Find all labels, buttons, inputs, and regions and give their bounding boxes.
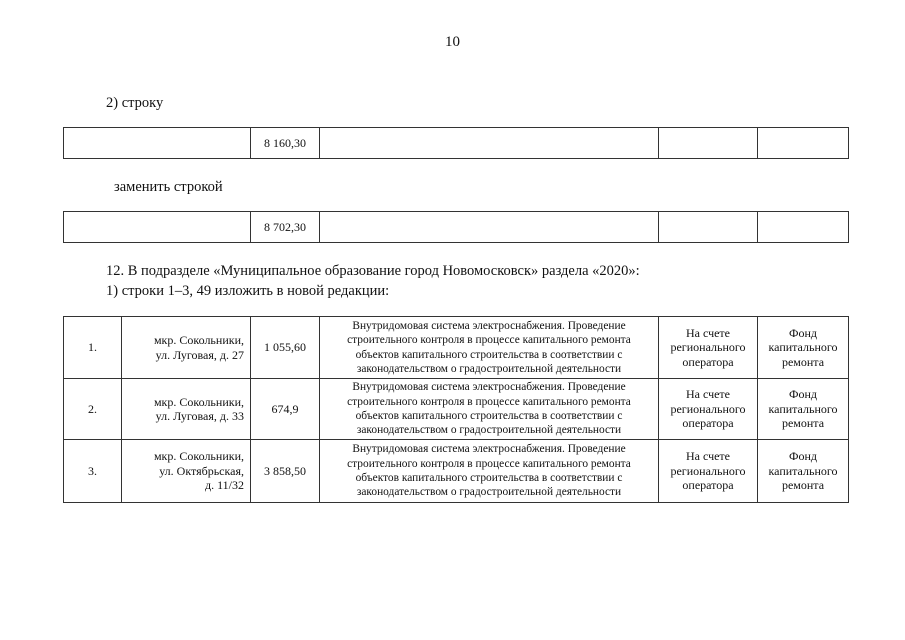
new-row-account-cell: [659, 212, 758, 243]
row-fund: [758, 379, 849, 440]
old-row-work-cell: [320, 128, 659, 159]
new-row-amount: 8 702,30: [251, 212, 320, 243]
row-account-line: оператора: [682, 416, 734, 431]
row-amount: 1 055,60: [251, 317, 320, 379]
row-address-line: ул. Октябрьская,: [159, 463, 244, 478]
table-row: [64, 440, 849, 503]
addresses-table: [63, 316, 849, 503]
table-row: [64, 317, 849, 379]
row-work-description: [320, 317, 659, 379]
row-work-description-line: строительного контроля в процессе капитального ремонта: [347, 334, 631, 347]
paragraph-rows-new-edition: 1) строки 1–3, 49 изложить в новой редакции:: [106, 283, 390, 299]
old-row-address-cell: [64, 128, 251, 159]
row-account-line: оператора: [682, 478, 734, 493]
row-work-description-line: объектов капитального строительства в соответствии с: [355, 472, 623, 484]
row-number: 1.: [64, 317, 122, 379]
new-row-fund-cell: [758, 212, 849, 243]
row-fund-line: капитального: [768, 340, 838, 355]
old-row-amount: 8 160,30: [251, 128, 320, 159]
row-account-line: На счете: [685, 325, 730, 340]
new-row-work-cell: [320, 212, 659, 243]
row-address-line: мкр. Сокольники,: [153, 394, 244, 409]
paragraph-replace: заменить строкой: [114, 179, 223, 195]
row-account-line: оператора: [682, 354, 734, 369]
old-row-fund-cell: [758, 128, 849, 159]
row-fund: [758, 440, 849, 503]
paragraph-section-12: 12. В подразделе «Муниципальное образование город Новомосковск» раздела «2020»:: [106, 263, 640, 279]
row-account: [659, 379, 758, 440]
row-account: [659, 440, 758, 503]
row-fund-line: Фонд: [788, 449, 817, 464]
row-work-description-line: объектов капитального строительства в соответствии с: [355, 410, 623, 422]
row-work-description: [320, 440, 659, 503]
row-work-description-line: законодательством о градостроительной деятельности: [356, 362, 622, 375]
row-account: [659, 317, 758, 379]
new-row-address-cell: [64, 212, 251, 243]
row-fund-line: капитального: [768, 401, 838, 416]
row-work-description-line: объектов капитального строительства в соответствии с: [355, 348, 623, 361]
row-fund-line: ремонта: [781, 416, 825, 431]
row-fund-line: ремонта: [781, 478, 825, 493]
row-number: 3.: [64, 440, 122, 503]
row-amount: 3 858,50: [251, 440, 320, 503]
row-address-line: ул. Луговая, д. 33: [155, 409, 244, 423]
row-address: [122, 379, 251, 440]
row-account-line: регионального: [670, 463, 746, 478]
row-address-line: д. 11/32: [205, 478, 244, 493]
row-number: 2.: [64, 379, 122, 440]
row-work-description-line: законодательством о градостроительной деятельности: [356, 486, 622, 499]
row-work-description-line: строительного контроля в процессе капитального ремонта: [347, 395, 631, 408]
row-account-line: регионального: [670, 401, 746, 416]
row-work-description-line: Внутридомовая система электроснабжения. Проведение: [352, 443, 626, 456]
old-row-account-cell: [659, 128, 758, 159]
row-address: [122, 440, 251, 503]
row-work-description-line: Внутридомовая система электроснабжения. Проведение: [352, 381, 626, 394]
row-address-line: мкр. Сокольники,: [153, 333, 244, 347]
row-address: [122, 317, 251, 379]
row-fund-line: Фонд: [788, 325, 817, 340]
row-work-description-line: законодательством о градостроительной деятельности: [356, 424, 622, 437]
row-fund-line: капитального: [768, 463, 838, 478]
new-row-table: [63, 211, 849, 243]
row-work-description-line: строительного контроля в процессе капитального ремонта: [347, 457, 631, 470]
row-amount: 674,9: [251, 379, 320, 440]
table-row: [64, 379, 849, 440]
paragraph-row-intro: 2) строку: [106, 95, 164, 111]
row-fund: [758, 317, 849, 379]
row-account-line: На счете: [685, 387, 730, 402]
old-row-table: [63, 127, 849, 159]
row-address-line: ул. Луговая, д. 27: [155, 347, 244, 362]
row-account-line: регионального: [670, 340, 746, 355]
page-number: 10: [445, 34, 460, 50]
row-work-description: [320, 379, 659, 440]
row-account-line: На счете: [685, 449, 730, 464]
row-work-description-line: Внутридомовая система электроснабжения. Проведение: [352, 319, 626, 332]
row-fund-line: Фонд: [788, 387, 817, 402]
row-address-line: мкр. Сокольники,: [153, 449, 244, 464]
row-fund-line: ремонта: [781, 354, 825, 369]
